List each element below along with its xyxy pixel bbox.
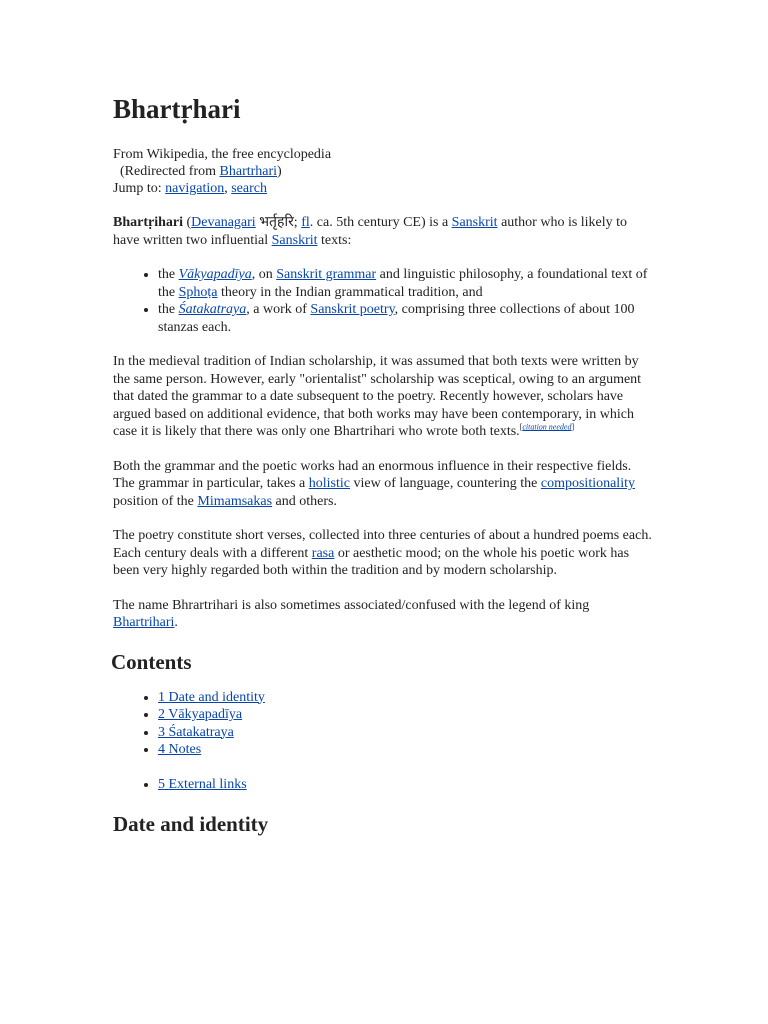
paragraph-text: The name Bhrartrihari is also sometimes associated/confused with the legend of king [113,597,590,613]
list-item [158,266,653,301]
paragraph-text: and others. [272,493,337,509]
works-list [113,266,653,336]
citation-needed-link[interactable]: citation needed [522,422,572,432]
paragraph-text: view of language, countering the [349,476,541,491]
holistic-link[interactable]: holistic [308,476,350,491]
jump-links [113,180,653,197]
paragraph-poetry [113,527,653,580]
redirect-source-link[interactable]: Bhartrhari [219,164,278,179]
toc-link-satakatraya[interactable]: 3 Śatakatraya [158,724,234,740]
sanskrit-grammar-link[interactable]: Sanskrit grammar [276,267,377,282]
compositionality-link[interactable]: compositionality [540,476,635,491]
paragraph-tradition [113,353,653,441]
sanskrit-link[interactable]: Sanskrit [451,215,498,230]
toc-link-date-and-identity[interactable]: 1 Date and identity [158,689,265,705]
satakatraya-link[interactable]: Śatakatraya [178,302,247,317]
paragraph-text: or aesthetic mood; on the whole his poetic work has been very highly regarded both within the tradition and by modern scholarship. [113,545,630,578]
article-subject: Bhartṛihari [113,215,183,230]
list-text: the [158,267,179,282]
sphota-link[interactable]: Sphoṭa [178,284,218,300]
paragraph-text: The poetry constitute short verses, collected into three centuries of about a hundred poems each. Each century deals with a different [113,528,652,561]
jump-navigation-link[interactable]: navigation [165,181,225,196]
redirect-note [113,163,653,180]
floruit-link[interactable]: fl [301,215,310,230]
citation-needed [520,422,574,431]
sanskrit-poetry-link[interactable]: Sanskrit poetry [310,302,395,317]
intro-paragraph [113,214,653,249]
redirect-prefix: (Redirected from [113,164,220,179]
toc-link-notes[interactable]: 4 Notes [158,742,202,757]
contents-list-2 [113,776,653,794]
article [113,92,653,837]
paragraph-text: In the medieval tradition of Indian scholarship, it was assumed that both texts were written by the same person. However, early "orientalist" scholarship was sceptical, owing to an argument that dated the grammar to a date subsequent to the poetry. Recently however, scholars have argued based on additional evidence, that both works may have been contemporary, in which case it is likely that there was only one Bhartrihari who wrote both texts. [113,354,642,439]
toc-item [158,706,653,724]
devanagari-text: भर्तृहरि; [255,215,302,230]
citation-bracket-open: [ [519,422,523,432]
list-item [158,301,653,336]
section-heading-date-and-identity: Date and identity [113,812,269,836]
toc-item [158,776,653,794]
toc-link-external-links[interactable]: 5 External links [158,776,247,792]
paragraph-text: position of the [113,493,198,509]
toc-link-vakyapadiya[interactable]: 2 Vākyapadīya [158,707,243,722]
jump-search-link[interactable]: search [231,181,267,196]
sanskrit-link-2[interactable]: Sanskrit [271,232,318,248]
jump-prefix: Jump to: [113,181,166,196]
list-text: the [158,302,179,317]
devanagari-link[interactable]: Devanagari [191,215,256,230]
page-title: Bhartṛhari [113,94,241,124]
contents-heading: Contents [111,649,192,674]
citation-bracket-close: ] [571,422,575,432]
contents-list [113,689,653,759]
list-text: , on [251,267,277,282]
king-bhartrihari-link[interactable]: Bhartrihari [113,615,175,630]
intro-text-4: texts: [317,232,352,248]
paragraph-text: . [174,615,178,630]
redirect-suffix: ) [277,164,282,179]
paragraph-name [113,597,653,632]
mimamsakas-link[interactable]: Mimamsakas [197,493,273,509]
list-text: , comprising three collections of about 100 stanzas each. [158,302,635,335]
toc-item [158,689,653,707]
vakyapadiya-link[interactable]: Vākyapadīya [178,267,252,282]
list-text: theory in the Indian grammatical tradition, and [217,284,483,300]
list-text: , a work of [246,302,311,317]
intro-text-2: . ca. 5th century CE) is a [309,215,452,230]
intro-text-1: ( [183,215,192,230]
toc-item [158,724,653,742]
jump-separator: , [224,181,232,196]
paragraph-influence [113,458,653,511]
intro-text-3: author who is likely to have written two influential [113,215,628,248]
paragraph-text: Both the grammar and the poetic works had an enormous influence in their respective fields. The grammar in particular, takes a [113,458,632,491]
rasa-link[interactable]: rasa [311,545,335,561]
list-text: and linguistic philosophy, a foundational text of the [158,267,648,300]
site-subtitle: From Wikipedia, the free encyclopedia [113,147,332,162]
toc-item [158,741,653,759]
